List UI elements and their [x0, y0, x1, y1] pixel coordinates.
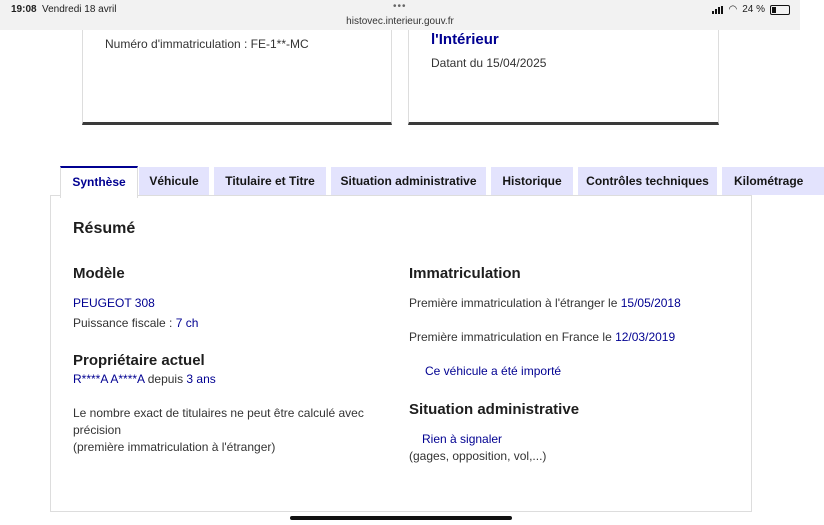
status-time: 19:08 — [11, 4, 37, 15]
imported-status: Ce véhicule a été importé — [425, 364, 562, 378]
owner-name: R****A A****A — [73, 372, 145, 386]
owner-heading: Propriétaire actuel — [73, 352, 205, 369]
tab-situation[interactable]: Situation administrative — [331, 167, 486, 195]
tab-titulaire[interactable]: Titulaire et Titre — [214, 167, 326, 195]
report-date: Datant du 15/04/2025 — [431, 56, 547, 70]
owner-line — [73, 371, 216, 387]
immat-heading: Immatriculation — [409, 265, 521, 282]
owner-since-value: 3 ans — [186, 372, 216, 386]
status-indicators — [712, 4, 790, 15]
first-france-registration — [409, 329, 675, 345]
more-dots-icon[interactable]: ••• — [393, 1, 407, 12]
tab-kilometrage[interactable]: Kilométrage — [722, 167, 824, 195]
home-indicator[interactable] — [290, 516, 512, 520]
first-france-date: 12/03/2019 — [615, 330, 676, 344]
situation-detail: (gages, opposition, vol,...) — [409, 449, 547, 463]
battery-percent: 24 % — [742, 4, 765, 15]
address-url[interactable]: histovec.interieur.gouv.fr — [346, 16, 454, 27]
modele-heading: Modèle — [73, 265, 125, 282]
fiscal-power — [73, 315, 198, 331]
tab-controles[interactable]: Contrôles techniques — [578, 167, 717, 195]
wifi-icon: ◠ — [728, 4, 738, 15]
status-bar — [0, 0, 800, 30]
situation-heading: Situation administrative — [409, 401, 580, 418]
tab-historique[interactable]: Historique — [491, 167, 573, 195]
owners-note-2: précision — [73, 423, 122, 437]
owner-since-label: depuis — [144, 372, 187, 386]
battery-icon — [770, 5, 790, 15]
ministry-card — [408, 30, 719, 125]
owners-note-3: (première immatriculation à l'étranger) — [73, 440, 276, 454]
situation-status: Rien à signaler — [422, 432, 503, 446]
tab-vehicule[interactable]: Véhicule — [139, 167, 209, 195]
first-foreign-label: Première immatriculation à l'étranger le — [409, 296, 621, 310]
first-france-label: Première immatriculation en France le — [409, 330, 616, 344]
first-foreign-date: 15/05/2018 — [620, 296, 681, 310]
model-name: PEUGEOT 308 — [73, 296, 155, 310]
first-foreign-registration — [409, 295, 681, 311]
tab-synthese[interactable]: Synthèse — [60, 166, 138, 198]
owners-note-1: Le nombre exact de titulaires ne peut être calculé avec — [73, 406, 364, 420]
status-date: Vendredi 18 avril — [42, 4, 117, 15]
ministry-title: l'Intérieur — [431, 31, 499, 48]
fiscal-power-value: 7 ch — [175, 316, 199, 330]
registration-card — [82, 30, 392, 125]
signal-icon — [712, 6, 723, 14]
fiscal-power-label: Puissance fiscale : — [73, 316, 176, 330]
tab-bar — [60, 166, 804, 196]
registration-number: Numéro d'immatriculation : FE-1**-MC — [105, 37, 309, 51]
synthese-panel — [50, 195, 752, 512]
resume-heading: Résumé — [73, 220, 136, 237]
